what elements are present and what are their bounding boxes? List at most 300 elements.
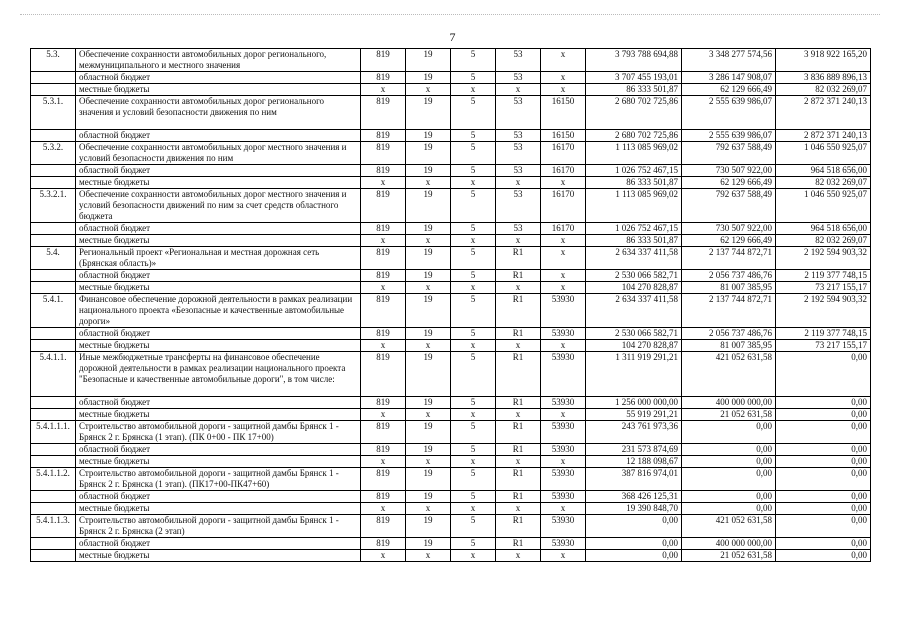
table-row — [31, 397, 871, 409]
code-direction: 53930 — [541, 397, 586, 409]
amount-year-1: 3 793 788 694,88 — [586, 49, 682, 72]
table-row — [31, 352, 871, 397]
amount-year-3: 2 119 377 748,15 — [776, 328, 871, 340]
code-subsection: x — [451, 282, 496, 294]
code-subsection: 5 — [451, 49, 496, 72]
table-row — [31, 235, 871, 247]
code-subsection: 5 — [451, 538, 496, 550]
row-description: Строительство автомобильной дороги - защитной дамбы Брянск 1 - Брянск 2 г. Брянска (2 этап) — [76, 515, 361, 538]
code-direction: 16150 — [541, 130, 586, 142]
amount-year-2: 730 507 922,00 — [682, 165, 776, 177]
code-section: x — [406, 235, 451, 247]
code-program: 53 — [496, 223, 541, 235]
amount-year-3: 0,00 — [776, 550, 871, 562]
code-grbs: 819 — [361, 165, 406, 177]
amount-year-3: 0,00 — [776, 491, 871, 503]
amount-year-1: 2 530 066 582,71 — [586, 270, 682, 282]
code-section: 19 — [406, 223, 451, 235]
code-direction: x — [541, 235, 586, 247]
code-grbs: x — [361, 177, 406, 189]
amount-year-1: 86 333 501,87 — [586, 235, 682, 247]
row-description: областной бюджет — [76, 328, 361, 340]
code-section: 19 — [406, 397, 451, 409]
code-grbs: 819 — [361, 96, 406, 130]
amount-year-2: 0,00 — [682, 456, 776, 468]
code-subsection: 5 — [451, 468, 496, 491]
row-number — [31, 409, 76, 421]
table-row — [31, 49, 871, 72]
code-section: 19 — [406, 165, 451, 177]
code-direction: 53930 — [541, 294, 586, 328]
row-description: местные бюджеты — [76, 282, 361, 294]
code-program: R1 — [496, 491, 541, 503]
code-direction: x — [541, 270, 586, 282]
code-grbs: 819 — [361, 538, 406, 550]
row-description: Строительство автомобильной дороги - защитной дамбы Брянск 1 - Брянск 2 г. Брянска (1 этап). (ПК17+00-ПК47+60) — [76, 468, 361, 491]
code-section: 19 — [406, 421, 451, 444]
amount-year-2: 421 052 631,58 — [682, 352, 776, 397]
table-row — [31, 503, 871, 515]
row-number: 5.4.1.1.1. — [31, 421, 76, 444]
row-number — [31, 444, 76, 456]
code-section: 19 — [406, 352, 451, 397]
amount-year-1: 2 530 066 582,71 — [586, 328, 682, 340]
row-number — [31, 491, 76, 503]
code-subsection: 5 — [451, 223, 496, 235]
code-direction: x — [541, 84, 586, 96]
amount-year-1: 19 390 848,70 — [586, 503, 682, 515]
code-subsection: 5 — [451, 142, 496, 165]
amount-year-3: 0,00 — [776, 352, 871, 397]
code-section: 19 — [406, 247, 451, 270]
row-description: местные бюджеты — [76, 340, 361, 352]
code-program: R1 — [496, 352, 541, 397]
code-subsection: x — [451, 503, 496, 515]
amount-year-2: 2 555 639 986,07 — [682, 130, 776, 142]
code-program: R1 — [496, 515, 541, 538]
code-program: R1 — [496, 270, 541, 282]
code-direction: 53930 — [541, 328, 586, 340]
row-number: 5.3.1. — [31, 96, 76, 130]
code-grbs: x — [361, 84, 406, 96]
code-direction: x — [541, 503, 586, 515]
amount-year-3: 1 046 550 925,07 — [776, 189, 871, 223]
amount-year-1: 387 816 974,01 — [586, 468, 682, 491]
amount-year-1: 0,00 — [586, 550, 682, 562]
table-row — [31, 328, 871, 340]
amount-year-2: 400 000 000,00 — [682, 538, 776, 550]
table-row — [31, 165, 871, 177]
code-grbs: 819 — [361, 397, 406, 409]
code-direction: x — [541, 550, 586, 562]
code-direction: 53930 — [541, 515, 586, 538]
amount-year-2: 62 129 666,49 — [682, 84, 776, 96]
code-section: x — [406, 84, 451, 96]
amount-year-2: 400 000 000,00 — [682, 397, 776, 409]
row-number — [31, 550, 76, 562]
code-program: R1 — [496, 294, 541, 328]
code-section: 19 — [406, 444, 451, 456]
code-section: x — [406, 456, 451, 468]
table-row — [31, 421, 871, 444]
amount-year-1: 1 113 085 969,02 — [586, 189, 682, 223]
code-subsection: 5 — [451, 72, 496, 84]
amount-year-2: 62 129 666,49 — [682, 235, 776, 247]
code-grbs: 819 — [361, 328, 406, 340]
code-program: 53 — [496, 189, 541, 223]
row-description: местные бюджеты — [76, 235, 361, 247]
amount-year-1: 0,00 — [586, 515, 682, 538]
code-subsection: 5 — [451, 444, 496, 456]
table-row — [31, 84, 871, 96]
row-number — [31, 165, 76, 177]
row-description: местные бюджеты — [76, 84, 361, 96]
row-description: Обеспечение сохранности автомобильных дорог регионального значения и условий безопасности движения по ним — [76, 96, 361, 130]
table-row — [31, 340, 871, 352]
row-number — [31, 223, 76, 235]
page-top-rule — [20, 14, 880, 15]
table-row — [31, 130, 871, 142]
row-number: 5.4. — [31, 247, 76, 270]
row-description: Региональный проект «Региональная и местная дорожная сеть (Брянская область)» — [76, 247, 361, 270]
amount-year-2: 62 129 666,49 — [682, 177, 776, 189]
page-number: 7 — [449, 30, 456, 44]
amount-year-1: 368 426 125,31 — [586, 491, 682, 503]
code-direction: x — [541, 282, 586, 294]
amount-year-3: 964 518 656,00 — [776, 223, 871, 235]
budget-table — [30, 48, 871, 562]
code-subsection: x — [451, 177, 496, 189]
row-number — [31, 538, 76, 550]
table-row — [31, 270, 871, 282]
amount-year-3: 73 217 155,17 — [776, 340, 871, 352]
code-subsection: 5 — [451, 96, 496, 130]
code-direction: 16170 — [541, 142, 586, 165]
code-grbs: x — [361, 456, 406, 468]
code-grbs: 819 — [361, 130, 406, 142]
row-description: местные бюджеты — [76, 177, 361, 189]
code-subsection: 5 — [451, 421, 496, 444]
amount-year-2: 0,00 — [682, 503, 776, 515]
code-grbs: 819 — [361, 468, 406, 491]
row-description: областной бюджет — [76, 165, 361, 177]
table-row — [31, 247, 871, 270]
amount-year-2: 3 286 147 908,07 — [682, 72, 776, 84]
code-grbs: 819 — [361, 189, 406, 223]
row-number — [31, 177, 76, 189]
row-number: 5.4.1. — [31, 294, 76, 328]
code-program: x — [496, 84, 541, 96]
code-grbs: 819 — [361, 142, 406, 165]
amount-year-2: 2 056 737 486,76 — [682, 328, 776, 340]
code-subsection: x — [451, 84, 496, 96]
code-program: R1 — [496, 421, 541, 444]
row-description: областной бюджет — [76, 397, 361, 409]
table-row — [31, 491, 871, 503]
amount-year-2: 0,00 — [682, 491, 776, 503]
row-number: 5.4.1.1.2. — [31, 468, 76, 491]
amount-year-3: 3 918 922 165,20 — [776, 49, 871, 72]
code-direction: 16170 — [541, 189, 586, 223]
table-row — [31, 550, 871, 562]
row-number — [31, 397, 76, 409]
code-direction: 53930 — [541, 444, 586, 456]
code-grbs: x — [361, 340, 406, 352]
code-grbs: 819 — [361, 270, 406, 282]
code-section: x — [406, 503, 451, 515]
table-row — [31, 515, 871, 538]
code-grbs: 819 — [361, 72, 406, 84]
code-subsection: 5 — [451, 294, 496, 328]
row-description: Обеспечение сохранности автомобильных дорог местного значения и условий безопасности движений по ним за счет средств областного бюджета — [76, 189, 361, 223]
code-grbs: x — [361, 235, 406, 247]
amount-year-1: 86 333 501,87 — [586, 177, 682, 189]
table-row — [31, 282, 871, 294]
code-subsection: x — [451, 235, 496, 247]
code-direction: x — [541, 409, 586, 421]
code-section: 19 — [406, 142, 451, 165]
row-description: Иные межбюджетные трансферты на финансовое обеспечение дорожной деятельности в рамках реализации национального проекта "Безопасные и качественные автомобильные дороги", в том числе: — [76, 352, 361, 397]
code-program: R1 — [496, 444, 541, 456]
code-section: 19 — [406, 468, 451, 491]
code-program: x — [496, 282, 541, 294]
amount-year-1: 3 707 455 193,01 — [586, 72, 682, 84]
code-subsection: 5 — [451, 515, 496, 538]
table-row — [31, 189, 871, 223]
row-description: областной бюджет — [76, 130, 361, 142]
row-description: Обеспечение сохранности автомобильных дорог регионального, межмуниципального и местного значения — [76, 49, 361, 72]
code-section: x — [406, 409, 451, 421]
table-row — [31, 142, 871, 165]
amount-year-3: 0,00 — [776, 468, 871, 491]
row-number — [31, 270, 76, 282]
row-description: местные бюджеты — [76, 503, 361, 515]
row-number — [31, 282, 76, 294]
code-subsection: 5 — [451, 189, 496, 223]
code-direction: x — [541, 49, 586, 72]
code-section: 19 — [406, 49, 451, 72]
code-subsection: 5 — [451, 270, 496, 282]
code-section: 19 — [406, 270, 451, 282]
code-program: 53 — [496, 72, 541, 84]
code-direction: 53930 — [541, 468, 586, 491]
code-subsection: 5 — [451, 397, 496, 409]
table-row — [31, 444, 871, 456]
amount-year-3: 82 032 269,07 — [776, 177, 871, 189]
amount-year-2: 2 555 639 986,07 — [682, 96, 776, 130]
amount-year-1: 0,00 — [586, 538, 682, 550]
amount-year-1: 1 311 919 291,21 — [586, 352, 682, 397]
table-row — [31, 72, 871, 84]
code-section: 19 — [406, 538, 451, 550]
row-number: 5.3.2. — [31, 142, 76, 165]
code-grbs: 819 — [361, 444, 406, 456]
code-program: 53 — [496, 49, 541, 72]
code-subsection: x — [451, 409, 496, 421]
code-subsection: 5 — [451, 328, 496, 340]
amount-year-1: 1 026 752 467,15 — [586, 165, 682, 177]
amount-year-3: 2 192 594 903,32 — [776, 247, 871, 270]
code-program: R1 — [496, 397, 541, 409]
row-number — [31, 328, 76, 340]
row-number: 5.3.2.1. — [31, 189, 76, 223]
amount-year-1: 104 270 828,87 — [586, 340, 682, 352]
code-grbs: 819 — [361, 515, 406, 538]
code-grbs: 819 — [361, 491, 406, 503]
code-subsection: 5 — [451, 165, 496, 177]
amount-year-3: 0,00 — [776, 421, 871, 444]
code-direction: 53930 — [541, 538, 586, 550]
code-direction: x — [541, 72, 586, 84]
row-description: областной бюджет — [76, 444, 361, 456]
code-section: 19 — [406, 130, 451, 142]
row-description: областной бюджет — [76, 491, 361, 503]
row-number — [31, 503, 76, 515]
row-number — [31, 235, 76, 247]
amount-year-3: 0,00 — [776, 456, 871, 468]
code-grbs: 819 — [361, 223, 406, 235]
row-description: Финансовое обеспечение дорожной деятельности в рамках реализации национального проекта «Безопасные и качественные автомобильные дороги» — [76, 294, 361, 328]
code-program: 53 — [496, 96, 541, 130]
row-description: областной бюджет — [76, 270, 361, 282]
amount-year-2: 0,00 — [682, 444, 776, 456]
amount-year-1: 86 333 501,87 — [586, 84, 682, 96]
row-description: местные бюджеты — [76, 456, 361, 468]
code-direction: 53930 — [541, 352, 586, 397]
table-row — [31, 409, 871, 421]
amount-year-2: 2 056 737 486,76 — [682, 270, 776, 282]
amount-year-2: 81 007 385,95 — [682, 340, 776, 352]
code-section: x — [406, 282, 451, 294]
code-direction: 16170 — [541, 165, 586, 177]
code-grbs: x — [361, 550, 406, 562]
amount-year-1: 2 680 702 725,86 — [586, 96, 682, 130]
code-program: x — [496, 235, 541, 247]
code-program: 53 — [496, 165, 541, 177]
code-direction: x — [541, 177, 586, 189]
code-direction: x — [541, 456, 586, 468]
code-section: x — [406, 340, 451, 352]
row-description: местные бюджеты — [76, 550, 361, 562]
code-grbs: 819 — [361, 49, 406, 72]
amount-year-1: 1 026 752 467,15 — [586, 223, 682, 235]
row-description: областной бюджет — [76, 538, 361, 550]
code-program: R1 — [496, 468, 541, 491]
row-description: местные бюджеты — [76, 409, 361, 421]
row-number — [31, 72, 76, 84]
code-direction: x — [541, 247, 586, 270]
amount-year-1: 104 270 828,87 — [586, 282, 682, 294]
row-number: 5.3. — [31, 49, 76, 72]
amount-year-3: 0,00 — [776, 515, 871, 538]
code-program: R1 — [496, 538, 541, 550]
code-direction: 16170 — [541, 223, 586, 235]
amount-year-1: 12 188 098,67 — [586, 456, 682, 468]
code-subsection: 5 — [451, 247, 496, 270]
amount-year-2: 792 637 588,49 — [682, 142, 776, 165]
amount-year-2: 81 007 385,95 — [682, 282, 776, 294]
code-section: 19 — [406, 515, 451, 538]
amount-year-3: 73 217 155,17 — [776, 282, 871, 294]
code-program: x — [496, 177, 541, 189]
row-number: 5.4.1.1. — [31, 352, 76, 397]
row-description: Строительство автомобильной дороги - защитной дамбы Брянск 1 - Брянск 2 г. Брянска (1 этап). (ПК 0+00 - ПК 17+00) — [76, 421, 361, 444]
code-section: 19 — [406, 491, 451, 503]
code-program: x — [496, 503, 541, 515]
amount-year-3: 2 119 377 748,15 — [776, 270, 871, 282]
amount-year-1: 1 256 000 000,00 — [586, 397, 682, 409]
row-number — [31, 340, 76, 352]
code-subsection: 5 — [451, 491, 496, 503]
code-subsection: x — [451, 550, 496, 562]
code-program: x — [496, 340, 541, 352]
amount-year-3: 82 032 269,07 — [776, 235, 871, 247]
table-row — [31, 223, 871, 235]
code-grbs: 819 — [361, 421, 406, 444]
code-section: x — [406, 550, 451, 562]
amount-year-3: 2 872 371 240,13 — [776, 130, 871, 142]
row-number — [31, 84, 76, 96]
code-program: R1 — [496, 247, 541, 270]
code-section: 19 — [406, 328, 451, 340]
code-program: x — [496, 409, 541, 421]
amount-year-2: 792 637 588,49 — [682, 189, 776, 223]
amount-year-3: 2 192 594 903,32 — [776, 294, 871, 328]
amount-year-1: 243 761 973,36 — [586, 421, 682, 444]
code-program: x — [496, 550, 541, 562]
amount-year-3: 2 872 371 240,13 — [776, 96, 871, 130]
table-row — [31, 456, 871, 468]
code-grbs: 819 — [361, 352, 406, 397]
amount-year-2: 0,00 — [682, 421, 776, 444]
amount-year-3: 0,00 — [776, 503, 871, 515]
amount-year-3: 0,00 — [776, 538, 871, 550]
code-subsection: 5 — [451, 130, 496, 142]
code-section: x — [406, 177, 451, 189]
code-program: 53 — [496, 142, 541, 165]
amount-year-2: 21 052 631,58 — [682, 409, 776, 421]
code-subsection: x — [451, 456, 496, 468]
amount-year-3: 1 046 550 925,07 — [776, 142, 871, 165]
code-grbs: x — [361, 503, 406, 515]
amount-year-3: 0,00 — [776, 397, 871, 409]
code-direction: 53930 — [541, 421, 586, 444]
code-grbs: x — [361, 282, 406, 294]
code-program: 53 — [496, 130, 541, 142]
code-section: 19 — [406, 294, 451, 328]
table-row — [31, 294, 871, 328]
row-description: Обеспечение сохранности автомобильных дорог местного значения и условий безопасности движения по ним — [76, 142, 361, 165]
amount-year-1: 55 919 291,21 — [586, 409, 682, 421]
amount-year-2: 421 052 631,58 — [682, 515, 776, 538]
amount-year-2: 2 137 744 872,71 — [682, 247, 776, 270]
table-row — [31, 468, 871, 491]
amount-year-1: 2 634 337 411,58 — [586, 294, 682, 328]
amount-year-2: 21 052 631,58 — [682, 550, 776, 562]
code-section: 19 — [406, 189, 451, 223]
code-direction: x — [541, 340, 586, 352]
amount-year-3: 82 032 269,07 — [776, 84, 871, 96]
row-number: 5.4.1.1.3. — [31, 515, 76, 538]
table-row — [31, 96, 871, 130]
row-number — [31, 456, 76, 468]
amount-year-3: 0,00 — [776, 444, 871, 456]
code-direction: 16150 — [541, 96, 586, 130]
amount-year-1: 231 573 874,69 — [586, 444, 682, 456]
amount-year-3: 964 518 656,00 — [776, 165, 871, 177]
code-program: x — [496, 456, 541, 468]
amount-year-3: 3 836 889 896,13 — [776, 72, 871, 84]
